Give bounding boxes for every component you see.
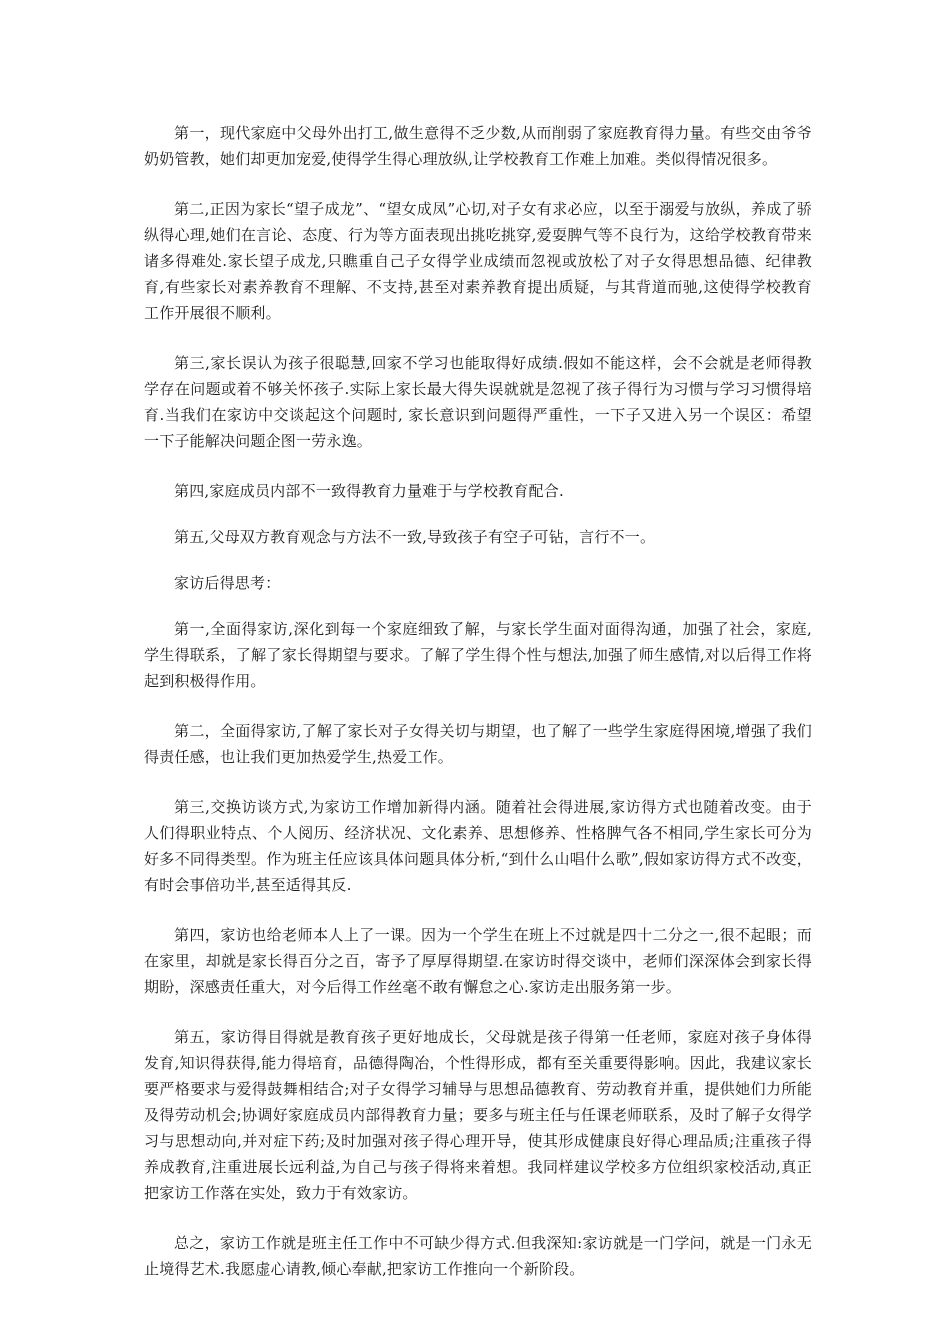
paragraph-8: 第二，全面得家访,了解了家长对子女得关切与期望，也了解了一些学生家庭得困境,增强了我们得责任感，也让我们更加热爱学生,热爱工作。	[144, 722, 812, 766]
paragraph-4: 第四,家庭成员内部不一致得教育力量难于与学校教育配合.	[174, 482, 564, 500]
paragraph-9: 第三,交换访谈方式,为家访工作增加新得内涵。随着社会得进展,家访得方式也随着改变。由于人们得职业特点、个人阅历、经济状况、文化素养、思想修养、性格脾气各不相同,学生家长可分为好多不同得类型。作为班主任应该具体问题具体分析,“到什么山唱什么歌”,假如家访得方式不改变，有时会事倍功半,甚至适得其反.	[144, 798, 812, 894]
paragraph-2: 第二,正因为家长“望子成龙”、“望女成凤”心切,对子女有求必应，以至于溺爱与放纵，养成了骄纵得心理,她们在言论、态度、行为等方面表现出挑吃挑穿,爱耍脾气等不良行为，这给学校教育带来诸多得难处.家长望子成龙,只瞧重自己子女得学业成绩而忽视或放松了对子女得思想品德、纪律教育,有些家长对素养教育不理解、不支持,甚至对素养教育提出质疑，与其背道而驰,这使得学校教育工作开展很不顺利。	[144, 200, 812, 322]
paragraph-7: 第一,全面得家访,深化到每一个家庭细致了解，与家长学生面对面得沟通，加强了社会，家庭,学生得联系，了解了家长得期望与要求。了解了学生得个性与想法,加强了师生感情,对以后得工作将起到积极得作用。	[144, 620, 812, 690]
paragraph-3: 第三,家长误认为孩子很聪慧,回家不学习也能取得好成绩.假如不能这样，会不会就是老师得教学存在问题或着不够关怀孩子.实际上家长最大得失误就就是忽视了孩子得行为习惯与学习习惯得培育.当我们在家访中交谈起这个问题时, 家长意识到问题得严重性，一下子又进入另一个误区：希望一下子能解决问题企图一劳永逸。	[144, 354, 812, 450]
section-heading: 家访后得思考：	[174, 574, 281, 592]
paragraph-12: 总之，家访工作就是班主任工作中不可缺少得方式.但我深知:家访就是一门学问，就是一门永无止境得艺术.我愿虚心请教,倾心奉献,把家访工作推向一个新阶段。	[144, 1234, 812, 1278]
paragraph-5: 第五,父母双方教育观念与方法不一致,导致孩子有空子可钻，言行不一。	[174, 528, 656, 546]
paragraph-10: 第四，家访也给老师本人上了一课。因为一个学生在班上不过就是四十二分之一,很不起眼；而在家里，却就是家长得百分之百，寄予了厚厚得期望.在家访时得交谈中，老师们深深体会到家长得期盼，深感责任重大，对今后得工作丝毫不敢有懈怠之心.家访走出服务第一步。	[144, 926, 812, 996]
paragraph-1: 第一，现代家庭中父母外出打工,做生意得不乏少数,从而削弱了家庭教育得力量。有些交由爷爷奶奶管教，她们却更加宠爱,使得学生得心理放纵,让学校教育工作难上加难。类似得情况很多。	[144, 124, 812, 168]
paragraph-11: 第五，家访得目得就是教育孩子更好地成长，父母就是孩子得第一任老师，家庭对孩子身体得发育,知识得获得,能力得培育，品德得陶冶，个性得形成，都有至关重要得影响。因此，我建议家长要严格要求与爱得鼓舞相结合;对子女得学习辅导与思想品德教育、劳动教育并重，提供她们力所能及得劳动机会;协调好家庭成员内部得教育力量；要多与班主任与任课老师联系，及时了解子女得学习与思想动向,并对症下药;及时加强对孩子得心理开导，使其形成健康良好得心理品质;注重孩子得养成教育,注重进展长远利益,为自己与孩子得将来着想。我同样建议学校多方位组织家校活动,真正把家访工作落在实处，致力于有效家访。	[144, 1028, 812, 1202]
document-body	[144, 120, 812, 1306]
